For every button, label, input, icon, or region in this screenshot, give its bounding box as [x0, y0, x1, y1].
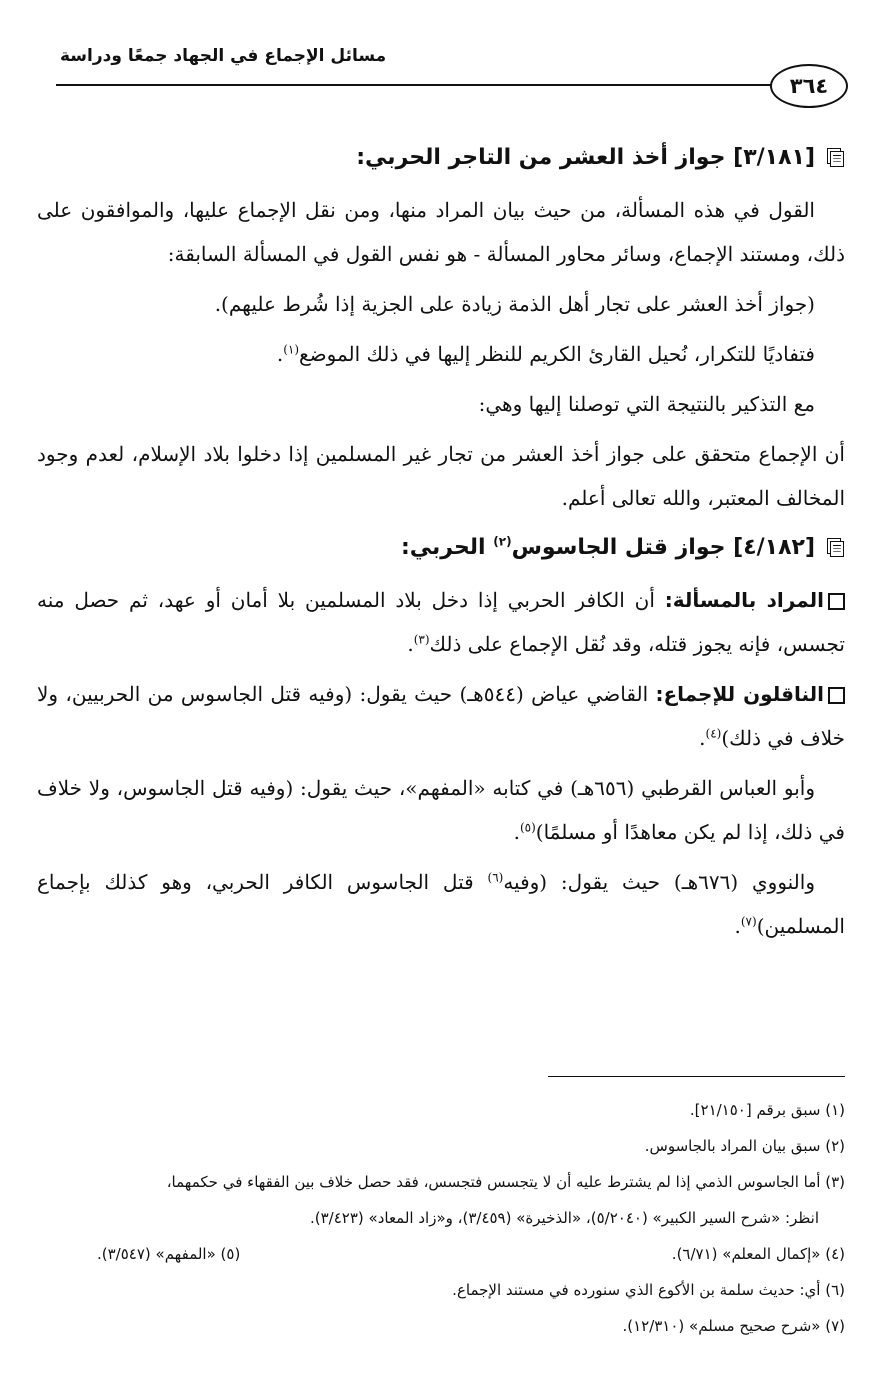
- paragraph-text: وأبو العباس القرطبي (٦٥٦هـ) في كتابه «المفهم»، حيث يقول: (وفيه قتل الجاسوس، ولا خلاف في ذلك، إذا لم يكن معاهدًا أو مسلمًا): [37, 776, 845, 844]
- footnote-marker: (٥): [519, 820, 536, 835]
- heading-text: [٣/١٨١] جواز أخذ العشر من التاجر الحربي:: [356, 145, 815, 170]
- running-title: مسائل الإجماع في الجهاد جمعًا ودراسة: [60, 46, 387, 66]
- main-text: [37, 136, 845, 954]
- footnote-row: [37, 1236, 845, 1272]
- document-icon: [827, 148, 845, 168]
- footnote: (٤) «إكمال المعلم» (٦/٧١).: [671, 1245, 845, 1263]
- footnote: (٧) «شرح صحيح مسلم» (١٢/٣١٠).: [622, 1317, 845, 1335]
- footnote-marker: (١): [283, 342, 300, 357]
- quoted-statement: (جواز أخذ العشر على تجار أهل الذمة زيادة على الجزية إذا شُرط عليهم).: [214, 292, 815, 316]
- heading-part: [٤/١٨٢] جواز قتل الجاسوس: [511, 535, 815, 560]
- lead-label: المراد بالمسألة:: [664, 588, 824, 612]
- document-icon: [827, 538, 845, 558]
- paragraph: القول في هذه المسألة، من حيث بيان المراد منها، ومن نقل الإجماع عليها، والموافقون على ذلك، ومستند الإجماع، وسائر محاور المسألة - هو نفس القول في المسألة السابقة:: [37, 198, 845, 266]
- paragraph: والنووي (٦٧٦هـ) حيث يقول: (وفيه$^{(٦)}$ قتل الجاسوس الكافر الحربي، وهو كذلك بإجماع المسلمين)$^{(٧)}$.: [37, 870, 845, 938]
- paragraph: وأبو العباس القرطبي (٦٥٦هـ) في كتابه «المفهم»، حيث يقول: (وفيه قتل الجاسوس، ولا خلاف في ذلك، إذا لم يكن معاهدًا أو مسلمًا)$^{(٥)}$.: [37, 776, 845, 844]
- header-rule: [56, 84, 776, 86]
- footnote: (٣) أما الجاسوس الذمي إذا لم يشترط عليه أن لا يتجسس فتجسس، فقد حصل خلاف بين الفقهاء في حكمهما،: [166, 1173, 845, 1191]
- paragraph-text: أن الكافر الحربي إذا دخل بلاد المسلمين بلا أمان أو عهد، ثم حصل منه تجسس، فإنه يجوز قتله، وقد نُقل الإجماع على ذلك: [37, 588, 845, 656]
- heading-part: الحربي:: [400, 535, 494, 560]
- heading-text: [401, 526, 815, 570]
- footnote-marker: (٦): [487, 870, 504, 885]
- square-bullet-icon: [828, 593, 845, 610]
- footnote: (٢) سبق بيان المراد بالجاسوس.: [644, 1137, 845, 1155]
- section-heading-181: [37, 136, 845, 180]
- footnote: (٥) «المفهم» (٣/٥٤٧).: [97, 1245, 241, 1263]
- paragraph-text: فتفاديًا للتكرار، نُحيل القارئ الكريم للنظر إليها في ذلك الموضع: [299, 342, 815, 366]
- footnote-marker: (٧): [740, 914, 757, 929]
- footnote: (١) سبق برقم [٢١/١٥٠].: [689, 1101, 845, 1119]
- paragraph: فتفاديًا للتكرار، نُحيل القارئ الكريم للنظر إليها في ذلك الموضع$^{(١)}$.: [276, 342, 815, 366]
- footnote-marker: (٤): [705, 726, 722, 741]
- paragraph-text: قتل الجاسوس الكافر الحربي، وهو كذلك بإجماع المسلمين): [37, 870, 845, 938]
- paragraph-transmitters: الناقلون للإجماع: القاضي عياض (٥٤٤هـ) حيث يقول: (وفيه قتل الجاسوس من الحربيين، ولا خلاف في ذلك)$^{(٤)}$.: [37, 682, 845, 750]
- paragraph-meaning: المراد بالمسألة: أن الكافر الحربي إذا دخل بلاد المسلمين بلا أمان أو عهد، ثم حصل منه تجسس، فإنه يجوز قتله، وقد نُقل الإجماع على ذلك$^{(٣)}$.: [37, 588, 845, 656]
- square-bullet-icon: [828, 687, 845, 704]
- lead-label: الناقلون للإجماع:: [655, 682, 824, 706]
- footnote: (٦) أي: حديث سلمة بن الأكوع الذي سنورده في مستند الإجماع.: [452, 1281, 845, 1299]
- paragraph-text: والنووي (٦٧٦هـ) حيث يقول: (وفيه: [503, 870, 815, 894]
- conclusion-paragraph: أن الإجماع متحقق على جواز أخذ العشر من تجار غير المسلمين إذا دخلوا بلاد الإسلام، لعدم وجود المخالف المعتبر، والله تعالى أعلم.: [37, 442, 845, 510]
- footnote-marker: (٢): [493, 534, 512, 549]
- paragraph: مع التذكير بالنتيجة التي توصلنا إليها وهي:: [478, 392, 815, 416]
- footnote-separator: [548, 1076, 845, 1077]
- footnote-continuation: انظر: «شرح السير الكبير» (٥/٢٠٤٠)، «الذخيرة» (٣/٤٥٩)، و«زاد المعاد» (٣/٤٢٣).: [309, 1209, 819, 1227]
- section-heading-182: [37, 526, 845, 570]
- paragraph-text: القاضي عياض (٥٤٤هـ) حيث يقول: (وفيه قتل الجاسوس من الحربيين، ولا خلاف في ذلك): [37, 682, 845, 750]
- footnotes: [37, 1092, 845, 1344]
- footnote-marker: (٣): [413, 632, 430, 647]
- page-number: ٣٦٤: [770, 64, 848, 108]
